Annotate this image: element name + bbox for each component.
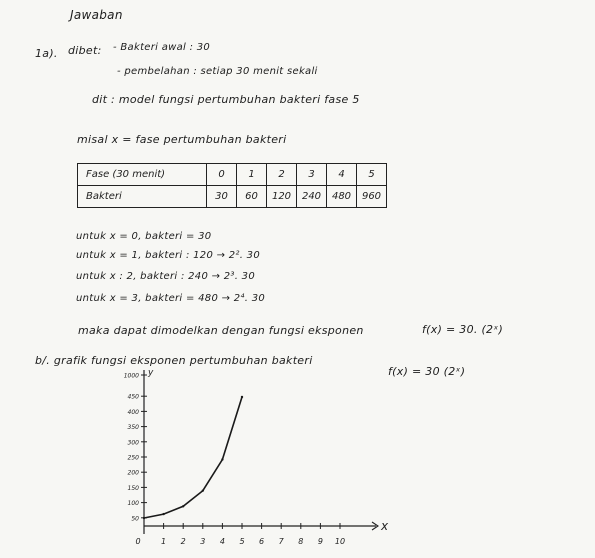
table-row	[78, 186, 387, 208]
table-cell: 1	[237, 164, 267, 186]
y-tick-label: 400	[127, 408, 139, 416]
growth-table	[77, 163, 387, 208]
x-tick-label: 1	[161, 537, 167, 546]
conclusion-text: maka dapat dimodelkan dengan fungsi eksponen	[78, 324, 364, 337]
data-point	[162, 513, 164, 515]
table-cell: 3	[297, 164, 327, 186]
conclusion-formula: f(x) = 30. (2ˣ)	[422, 323, 504, 336]
page-title: Jawaban	[70, 8, 123, 22]
x-tick-label: 2	[180, 537, 186, 546]
y-tick-label: 350	[127, 424, 139, 432]
y-tick-label: 300	[127, 439, 139, 447]
chart-axes	[144, 368, 389, 534]
x-tick-label: 4	[219, 537, 225, 546]
y-tick-label: 1000	[123, 372, 139, 380]
variable-definition: misal x = fase pertumbuhan bakteri	[77, 133, 287, 146]
part-b-formula: f(x) = 30 (2ˣ)	[388, 365, 466, 378]
x-tick-label: 7	[278, 537, 284, 546]
exponential-growth-chart	[110, 365, 400, 555]
data-point	[221, 458, 223, 460]
step-line: untuk x : 2, bakteri : 240 → 2³. 30	[76, 271, 256, 282]
x-tick-label: 9	[317, 537, 323, 546]
asked-statement: dit : model fungsi pertumbuhan bakteri fase 5	[92, 93, 360, 106]
table-cell: 60	[237, 186, 267, 208]
x-tick-label: 8	[298, 537, 304, 546]
y-tick-label: 150	[127, 484, 139, 492]
table-row	[78, 164, 387, 186]
x-tick-label: 0	[135, 537, 141, 546]
y-tick-label: 450	[127, 393, 139, 401]
y-axis-label: y	[148, 368, 154, 378]
table-cell: 2	[267, 164, 297, 186]
data-point	[182, 505, 184, 507]
part-b-label: b/. grafik fungsi eksponen pertumbuhan bakteri	[35, 354, 313, 367]
table-cell: 30	[207, 186, 237, 208]
table-cell: 0	[207, 164, 237, 186]
given-label: dibet:	[68, 44, 102, 57]
x-tick-label: 5	[239, 537, 245, 546]
table-cell: 4	[327, 164, 357, 186]
table-cell: 120	[267, 186, 297, 208]
step-line: untuk x = 1, bakteri : 120 → 2². 30	[76, 250, 261, 261]
data-point	[202, 489, 204, 491]
table-cell: 960	[357, 186, 387, 208]
table-cell: 480	[327, 186, 357, 208]
step-line: untuk x = 3, bakteri = 480 → 2⁴. 30	[76, 293, 266, 304]
question-number-a: 1a).	[35, 47, 58, 60]
data-point	[241, 396, 243, 398]
table-row-label: Bakteri	[78, 186, 207, 208]
table-row-label: Fase (30 menit)	[78, 164, 207, 186]
y-tick-label: 200	[127, 469, 139, 477]
y-tick-label: 250	[127, 454, 139, 462]
y-tick-label: 100	[127, 500, 139, 508]
given-initial-bacteria: - Bakteri awal : 30	[113, 42, 211, 53]
table-cell: 240	[297, 186, 327, 208]
growth-curve	[144, 397, 242, 518]
x-axis-label: x	[381, 519, 389, 533]
given-division-rate: - pembelahan : setiap 30 menit sekali	[117, 66, 318, 77]
x-tick-label: 10	[334, 537, 346, 546]
step-line: untuk x = 0, bakteri = 30	[76, 231, 212, 242]
x-tick-label: 3	[200, 537, 206, 546]
table-cell: 5	[357, 164, 387, 186]
x-tick-label: 6	[259, 537, 265, 546]
data-point	[143, 517, 145, 519]
y-tick-label: 50	[131, 515, 139, 523]
